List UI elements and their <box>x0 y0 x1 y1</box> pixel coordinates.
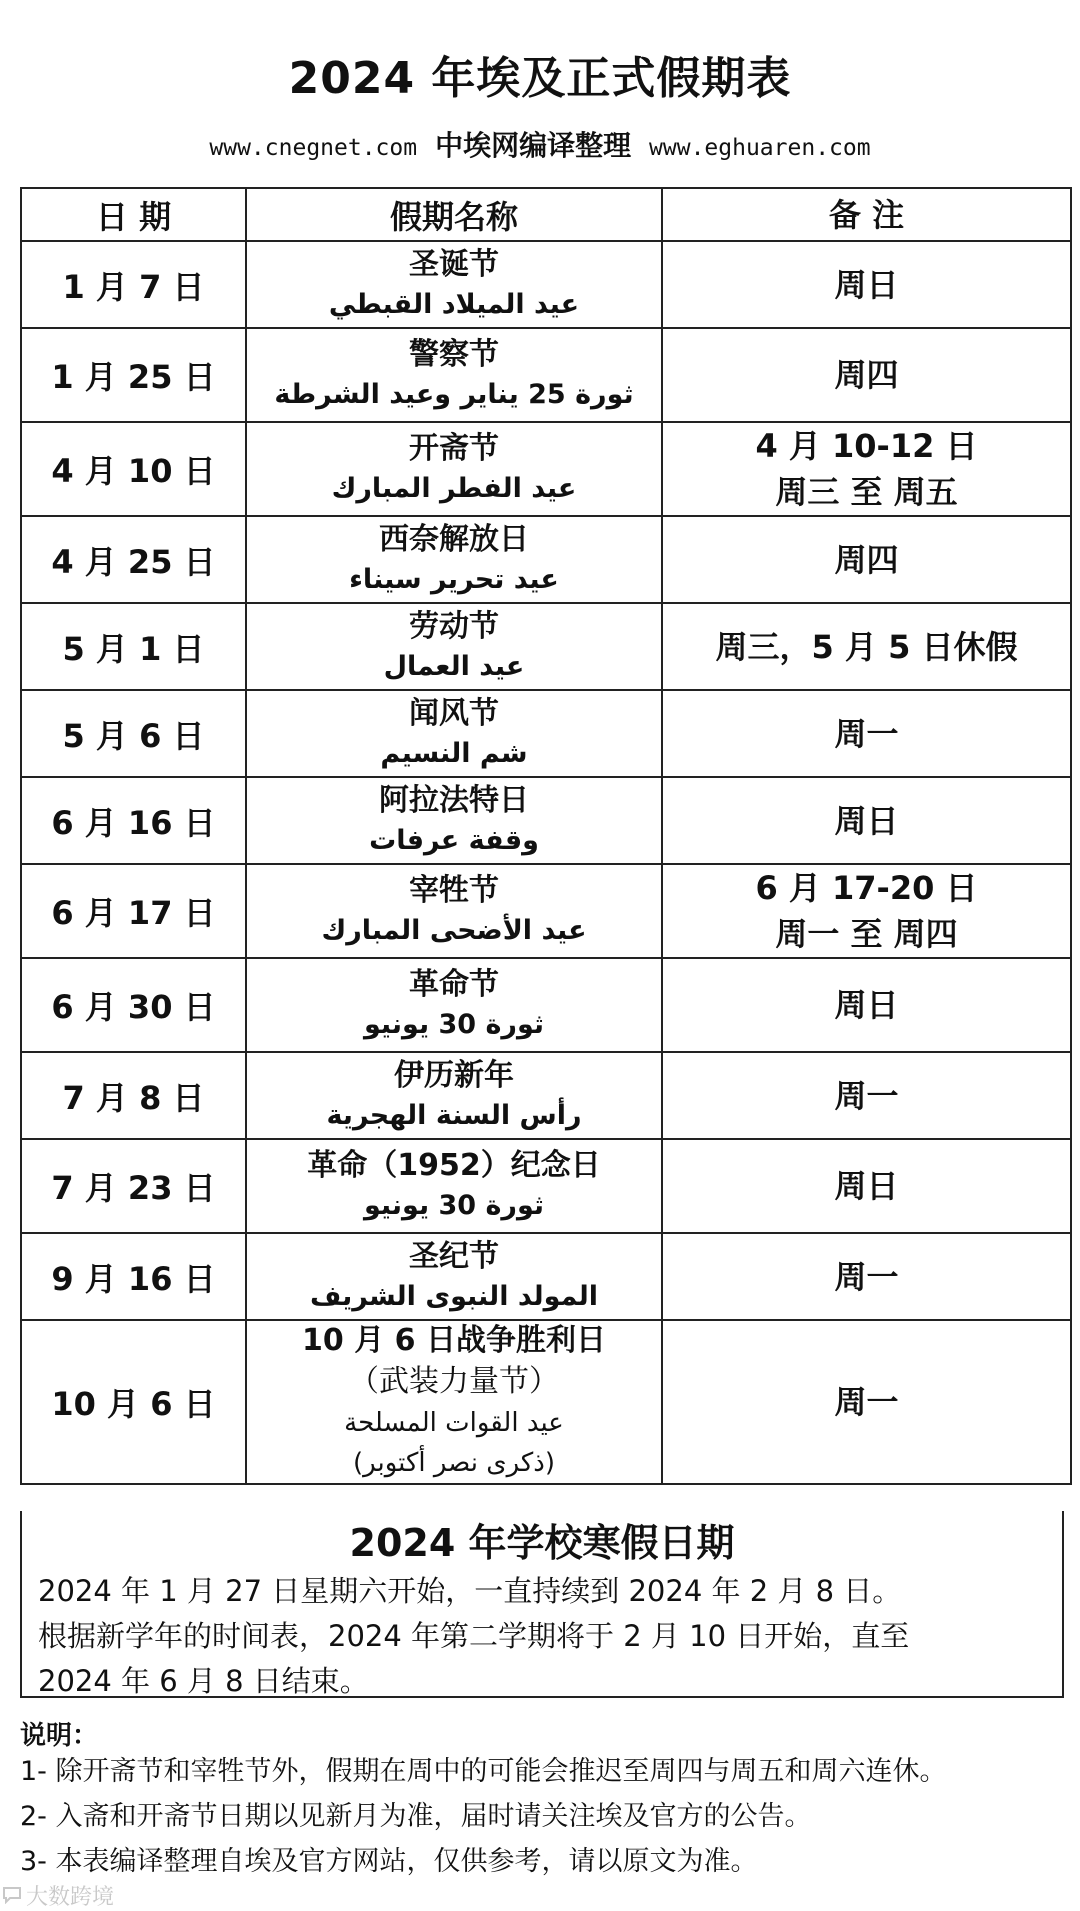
note-item: 1- 除开斋节和宰牲节外，假期在周中的可能会推迟至周四与周五和周六连休。 <box>20 1756 947 1787</box>
remark-line: 周三，5 月 5 日休假 <box>715 627 1018 666</box>
remark-cell <box>662 864 1071 958</box>
note-item: 3- 本表编译整理自埃及官方网站，仅供参考，请以原文为准。 <box>20 1846 758 1877</box>
remark-cell <box>662 516 1071 603</box>
holiday-name-zh: 劳动节 <box>409 608 499 644</box>
remark-line: 6 月 17-20 日 <box>755 869 978 907</box>
remark-line: 周日 <box>834 1167 899 1205</box>
holiday-name-cell <box>246 864 662 958</box>
holiday-name-ar: ثورة 25 يناير وعيد الشرطة <box>274 379 634 410</box>
date-cell: 1 月 7 日 <box>21 241 246 328</box>
remark-line: 4 月 10-12 日 <box>755 427 978 465</box>
holiday-name-ar: شم النسيم <box>380 737 528 769</box>
holiday-name-zh: 阿拉法特日 <box>379 782 529 818</box>
remark-cell <box>662 958 1071 1052</box>
remark-line: 周四 <box>834 540 899 579</box>
remark-cell <box>662 690 1071 777</box>
table-header-row <box>21 188 1071 241</box>
school-line: 2024 年 6 月 8 日结束。 <box>38 1664 369 1698</box>
holiday-table <box>20 187 1072 1485</box>
date-cell: 6 月 17 日 <box>21 864 246 958</box>
remark-line: 周一 <box>834 1257 899 1296</box>
holiday-name-cell <box>246 1052 662 1139</box>
holiday-name-zh: 圣诞节 <box>409 246 499 282</box>
date-cell: 10 月 6 日 <box>21 1320 246 1484</box>
holiday-name-zh: 开斋节 <box>409 431 499 466</box>
table-row <box>21 864 1071 958</box>
holiday-name-zh: 伊历新年 <box>394 1057 514 1093</box>
holiday-name-ar: عيد الفطر المبارك <box>331 473 577 504</box>
table-row <box>21 241 1071 328</box>
holiday-name-zh: 西奈解放日 <box>379 521 529 557</box>
remark-line: 周一 <box>834 714 899 753</box>
holiday-name-zh: 10 月 6 日战争胜利日 <box>302 1323 606 1358</box>
school-holiday-section <box>20 1511 1064 1698</box>
holiday-name-zh: 闻风节 <box>409 695 499 731</box>
notes-heading: 说明： <box>20 1721 99 1751</box>
holiday-name-ar: عيد الميلاد القبطي <box>328 288 580 320</box>
holiday-name-cell <box>246 516 662 603</box>
remark-line: 周日 <box>834 986 899 1024</box>
school-line: 2024 年 1 月 27 日星期六开始，一直持续到 2024 年 2 月 8 日。 <box>38 1574 902 1608</box>
holiday-name-cell <box>246 958 662 1052</box>
table-row <box>21 603 1071 690</box>
date-cell: 5 月 6 日 <box>21 690 246 777</box>
table-row <box>21 958 1071 1052</box>
holiday-name-cell <box>246 1233 662 1320</box>
school-line: 根据新学年的时间表，2024 年第二学期将于 2 月 10 日开始，直至 <box>38 1619 910 1653</box>
holiday-name-ar-sub: (ذكرى نصر أكتوبر) <box>352 1448 556 1478</box>
holiday-name-ar: عيد تحرير سيناء <box>349 563 559 595</box>
date-cell: 7 月 8 日 <box>21 1052 246 1139</box>
table-row <box>21 516 1071 603</box>
holiday-name-cell <box>246 1320 662 1484</box>
watermark-text: 大数跨境 <box>26 1885 115 1910</box>
holiday-name-ar: ثورة 30 يونيو <box>363 1190 545 1221</box>
table-row <box>21 777 1071 864</box>
remark-line: 周四 <box>834 356 899 394</box>
date-cell: 4 月 10 日 <box>21 422 246 516</box>
remark-cell <box>662 1052 1071 1139</box>
table-row <box>21 1233 1071 1320</box>
remark-line: 周三 至 周五 <box>775 473 958 511</box>
holiday-name-ar: رأس السنة الهجرية <box>326 1099 582 1131</box>
date-cell: 6 月 30 日 <box>21 958 246 1052</box>
table-row <box>21 1052 1071 1139</box>
remark-cell <box>662 1139 1071 1233</box>
holiday-name-cell <box>246 1139 662 1233</box>
date-cell: 5 月 1 日 <box>21 603 246 690</box>
remark-cell: 周一 <box>662 1320 1071 1484</box>
table-row <box>21 1320 1071 1484</box>
holiday-name-ar: ثورة 30 يونيو <box>363 1009 545 1040</box>
speech-bubble-icon <box>2 1885 22 1910</box>
header-date: 日 期 <box>21 188 246 241</box>
table-row <box>21 422 1071 516</box>
holiday-name-ar: المولد النبوى الشريف <box>309 1280 599 1312</box>
source-site-2: www.eghuaren.com <box>649 135 871 161</box>
holiday-name-cell <box>246 603 662 690</box>
date-cell: 6 月 16 日 <box>21 777 246 864</box>
school-holiday-title: 2024 年学校寒假日期 <box>349 1521 735 1565</box>
school-holiday-text <box>22 1569 1062 1704</box>
date-cell: 7 月 23 日 <box>21 1139 246 1233</box>
table-row <box>21 1139 1071 1233</box>
holiday-name-cell <box>246 690 662 777</box>
holiday-name-ar: عيد الأضحى المبارك <box>321 915 587 946</box>
source-line <box>0 124 1080 164</box>
holiday-name-cell <box>246 328 662 422</box>
holiday-name-ar: وقفة عرفات <box>369 824 539 856</box>
holiday-name-cell <box>246 777 662 864</box>
holiday-name-zh: 革命（1952）纪念日 <box>307 1148 601 1183</box>
holiday-name-ar: عيد العمال <box>383 650 525 682</box>
holiday-name-cell <box>246 241 662 328</box>
source-site-1: www.cnegnet.com <box>209 135 418 161</box>
remark-cell <box>662 422 1071 516</box>
date-cell: 1 月 25 日 <box>21 328 246 422</box>
date-cell: 9 月 16 日 <box>21 1233 246 1320</box>
remark-cell <box>662 328 1071 422</box>
remark-cell <box>662 777 1071 864</box>
holiday-name-zh-sub: （武装力量节） <box>349 1364 559 1399</box>
remark-line: 周日 <box>834 801 899 840</box>
holiday-name-zh: 革命节 <box>409 967 499 1002</box>
holiday-name-ar: عيد القوات المسلحة <box>344 1408 564 1438</box>
remark-line: 周一 至 周四 <box>775 915 958 953</box>
holiday-name-cell <box>246 422 662 516</box>
remark-cell <box>662 241 1071 328</box>
header-holiday-name: 假期名称 <box>246 188 662 241</box>
table-body <box>21 241 1071 1484</box>
table-row <box>21 328 1071 422</box>
remark-line: 周一 <box>834 1076 899 1115</box>
note-item: 2- 入斋和开斋节日期以见新月为准，届时请关注埃及官方的公告。 <box>20 1801 812 1832</box>
remark-line: 周日 <box>834 265 899 304</box>
table-row <box>21 690 1071 777</box>
remark-cell <box>662 1233 1071 1320</box>
source-middle: 中埃网编译整理 <box>435 129 632 162</box>
page-title: 2024 年埃及正式假期表 <box>288 53 792 104</box>
remark-cell <box>662 603 1071 690</box>
date-cell: 4 月 25 日 <box>21 516 246 603</box>
watermark <box>2 1880 114 1911</box>
header-remarks: 备 注 <box>662 188 1071 241</box>
holiday-name-zh: 圣纪节 <box>409 1238 499 1274</box>
holiday-name-zh: 宰牲节 <box>409 873 499 908</box>
holiday-name-zh: 警察节 <box>409 337 499 372</box>
